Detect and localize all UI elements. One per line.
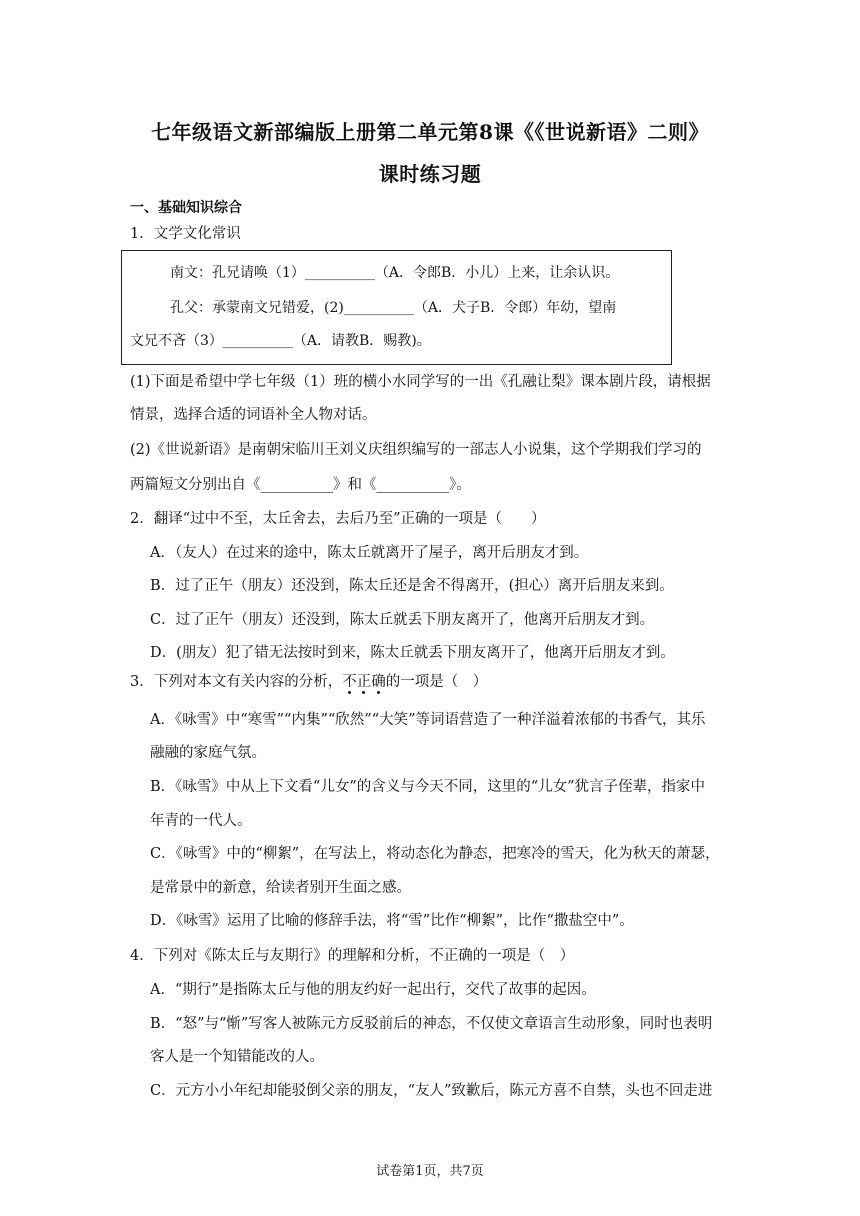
q3-option-c: 是常景中的新意，给读者别开生面之感。 xyxy=(150,880,411,896)
dialogue-line: 南文：孔兄请唤（1）__________（A．令郎B．小儿）上来，让余认识。 xyxy=(170,265,620,281)
doc-title-line2: 课时练习题 xyxy=(378,162,482,186)
page-footer: 试卷第1页，共7页 xyxy=(376,1164,484,1179)
q4-option-a: A．“期行”是指陈太丘与他的朋友约好一起出行，交代了故事的起因。 xyxy=(150,982,596,998)
q3-option-a: 融融的家庭气氛。 xyxy=(150,745,266,761)
q4-option-b: 客人是一个知错能改的人。 xyxy=(150,1049,324,1065)
q4-option-c: C．元方小小年纪却能驳倒父亲的朋友，“友人”致歉后，陈元方喜不自禁，头也不回走进 xyxy=(150,1083,713,1099)
q1-part1: 情景，选择合适的词语补全人物对话。 xyxy=(130,407,377,423)
emphasis-char: 不 xyxy=(342,674,357,690)
doc-title-line1: 七年级语文新部编版上册第二单元第8课《《世说新语》二则》 xyxy=(151,120,709,144)
q1-part2: 两篇短文分别出自《__________》和《__________》。 xyxy=(130,477,471,493)
q3-option-b: B．《咏雪》中从上下文看“儿女”的含义与今天不同，这里的“儿女”犹言子侄辈，指家中 xyxy=(150,779,706,795)
q3-heading-post: 的一项是（ ） xyxy=(385,674,488,690)
dialogue-line: 孔父：承蒙南文兄错爱，(2)__________（A．犬子B．令郎）年幼，望南 xyxy=(170,300,617,316)
q3-option-b: 年青的一代人。 xyxy=(150,813,252,829)
q3-option-c: C．《咏雪》中的“柳絮”，在写法上，将动态化为静态，把寒冷的雪天，化为秋天的萧瑟， xyxy=(150,846,720,862)
q1-part2: (2)《世说新语》是南朝宋临川王刘义庆组织编写的一部志人小说集，这个学期我们学习的 xyxy=(130,442,702,458)
q3-heading-pre: 3．下列对本文有关内容的分析， xyxy=(130,674,343,690)
dialogue-box xyxy=(121,250,672,365)
emphasis-char: 确 xyxy=(371,674,386,690)
dialogue-line: 文兄不吝（3）__________（A．请教B．赐教)。 xyxy=(130,333,431,349)
q1-heading: 1．文学文化常识 xyxy=(130,226,241,242)
q3-option-d: D．《咏雪》运用了比喻的修辞手法，将“雪”比作“柳絮”，比作“撒盐空中”。 xyxy=(150,913,634,929)
q2-heading: 2．翻译“过中不至，太丘舍去，去后乃至”正确的一项是（ ） xyxy=(130,511,546,527)
q2-option-d: D．(朋友）犯了错无法按时到来，陈太丘就丢下朋友离开了，他离开后朋友才到。 xyxy=(150,645,675,661)
section-heading: 一、基础知识综合 xyxy=(130,200,242,216)
q2-option-c: C．过了正午（朋友）还没到，陈太丘就丢下朋友离开了，他离开后朋友才到。 xyxy=(150,612,655,628)
q4-heading: 4．下列对《陈太丘与友期行》的理解和分析，不正确的一项是（ ） xyxy=(130,948,575,964)
q2-option-b: B．过了正午（朋友）还没到，陈太丘还是舍不得离开，(担心）离开后朋友来到。 xyxy=(150,578,674,594)
q4-option-b: B．“怒”与“惭”写客人被陈元方反驳前后的神态，不仅使文章语言生动形象，同时也表明 xyxy=(150,1016,713,1032)
q2-option-a: A．（友人）在过来的途中，陈太丘就离开了屋子，离开后朋友才到。 xyxy=(150,545,589,561)
q3-option-a: A．《咏雪》中“寒雪”“内集”“欣然”“大笑”等词语营造了一种洋溢着浓郁的书香气，其乐 xyxy=(150,712,706,728)
emphasis-char: 正 xyxy=(356,674,372,690)
q1-part1: (1)下面是希望中学七年级（1）班的横小水同学写的一出《孔融让梨》课本剧片段，请根据 xyxy=(130,374,711,390)
q3-heading xyxy=(130,672,487,692)
